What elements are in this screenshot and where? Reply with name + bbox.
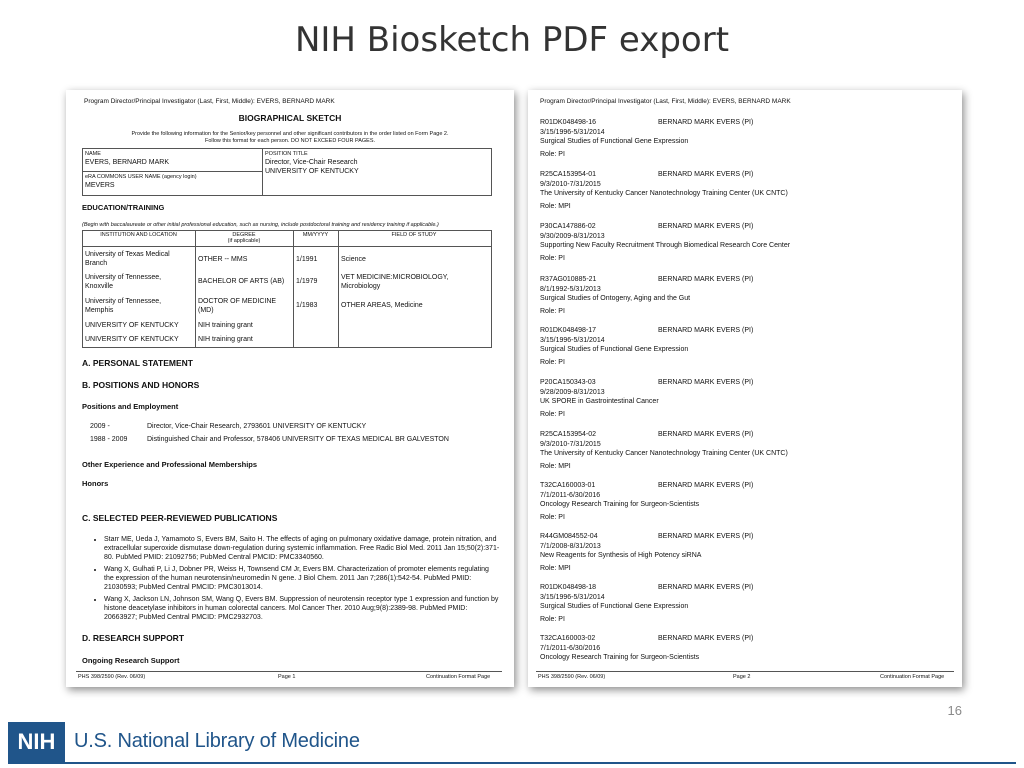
grant-dates: 7/1/2011-6/30/2016	[540, 644, 601, 652]
row2-institution: University of Tennessee,	[85, 274, 162, 281]
grant-title: UK SPORE in Gastrointestinal Cancer	[540, 398, 659, 405]
other-experience-heading: Other Experience and Professional Memberships	[82, 460, 258, 469]
grant-id: T32CA160003-02	[540, 635, 596, 642]
row2-institution-2: Knoxville	[85, 283, 114, 290]
th-date: MM/YYYY	[302, 232, 329, 238]
publication-item: • Wang X, Jackson LN, Johnson SM, Wang Q, Evers BM. Suppression of neurotensin receptor type 1 expression and function by histone deacetylase inhibitors in human colorectal cancers. Mol Cancer Ther. 2010 Aug;9(8):2389-98. PubMed PMID: 20663927; PubMed Central PMCID: PMC2932703.	[104, 595, 500, 622]
instructions-2: Follow this format for each person. DO NOT EXCEED FOUR PAGES.	[204, 138, 376, 144]
row4-degree: NIH training grant	[198, 322, 253, 329]
row1-date: 1/1991	[296, 256, 318, 263]
pi-header: Program Director/Principal Investigator (Last, First, Middle): EVERS, BERNARD MARK	[84, 98, 335, 105]
row5-degree: NIH training grant	[198, 336, 253, 343]
edu-note: (Begin with baccalaureate or other initial professional education, such as nursing, include postdoctoral training and residency training if applicable.)	[82, 222, 439, 228]
grant-role: Role: PI	[540, 307, 565, 315]
nih-logo: NIH	[8, 722, 65, 762]
grant-role: Role: PI	[540, 615, 565, 623]
grant-dates: 8/1/1992-5/31/2013	[540, 285, 601, 293]
grant-dates: 3/15/1996-5/31/2014	[540, 336, 605, 344]
grant-dates: 9/30/2009-8/31/2013	[540, 232, 605, 240]
position-value-2: UNIVERSITY OF KENTUCKY	[265, 168, 359, 175]
footer-form-id: PHS 398/2590 (Rev. 06/09)	[78, 674, 146, 680]
row4-institution: UNIVERSITY OF KENTUCKY	[85, 322, 179, 329]
grant-pi: BERNARD MARK EVERS (PI)	[658, 431, 754, 438]
row3-date: 1/1983	[296, 302, 318, 309]
ongoing-support-heading: Ongoing Research Support	[82, 656, 180, 665]
positions-employment-heading: Positions and Employment	[82, 402, 179, 411]
grant-dates: 9/3/2010-7/31/2015	[540, 180, 601, 188]
grant-entry	[540, 378, 754, 419]
row3-institution-2: Memphis	[85, 307, 114, 314]
position-year: 2009 -	[90, 423, 110, 430]
footer-format: Continuation Format Page	[880, 674, 945, 680]
footer-form-id: PHS 398/2590 (Rev. 06/09)	[538, 674, 606, 680]
position-label: POSITION TITLE	[265, 151, 308, 157]
row3-institution: University of Tennessee,	[85, 298, 162, 305]
grant-id: P30CA147886-02	[540, 223, 596, 230]
grant-pi: BERNARD MARK EVERS (PI)	[658, 171, 754, 178]
grant-id: R25CA153954-02	[540, 431, 597, 438]
grant-dates: 9/28/2009-8/31/2013	[540, 388, 605, 396]
position-desc-2: Distinguished Chair and Professor, 578406 UNIVERSITY OF TEXAS MEDICAL BR GALVESTON	[147, 436, 449, 443]
row1-degree: OTHER -- MMS	[198, 256, 248, 263]
nlm-logo-text: U.S. National Library of Medicine	[74, 730, 360, 752]
grant-id: R01DK048498-16	[540, 119, 597, 126]
edu-heading: EDUCATION/TRAINING	[82, 203, 165, 212]
row1-institution-2: Branch	[85, 260, 108, 267]
publication-item: • Starr ME, Ueda J, Yamamoto S, Evers BM, Saito H. The effects of aging on pulmonary oxidative damage, protein nitration, and extracellular superoxide dismutase down-regulation during systemic inflammation. Free Radic Biol Med. 2011 Jan 15;50(2):371-80. PubMed PMID: 21092756; PubMed Central PMCID: PMC3340560.	[104, 535, 500, 562]
th-field: FIELD OF STUDY	[391, 232, 437, 238]
grant-pi: BERNARD MARK EVERS (PI)	[658, 327, 754, 334]
grant-pi: BERNARD MARK EVERS (PI)	[658, 635, 754, 642]
grant-entry	[540, 170, 788, 211]
slide-number: 16	[947, 703, 962, 718]
grant-entry	[540, 532, 754, 573]
grant-id: P20CA150343-03	[540, 379, 596, 386]
sketch-title: BIOGRAPHICAL SKETCH	[238, 113, 342, 123]
honors-heading: Honors	[82, 479, 109, 488]
biosketch-page-1	[66, 90, 514, 687]
grant-pi: BERNARD MARK EVERS (PI)	[658, 276, 754, 283]
grant-dates: 9/3/2010-7/31/2015	[540, 440, 601, 448]
section-b-heading: B. POSITIONS AND HONORS	[82, 380, 200, 390]
slide-title: NIH Biosketch PDF export	[294, 20, 730, 60]
footer-format: Continuation Format Page	[426, 674, 491, 680]
instructions: Provide the following information for the Senior/key personnel and other significant contributors in the order listed on Form Page 2.	[131, 131, 449, 137]
publication-list	[90, 535, 500, 625]
row3-degree-2: (MD)	[198, 307, 214, 314]
grant-entry	[540, 583, 754, 624]
grant-title: The University of Kentucky Cancer Nanotechnology Training Center (UK CNTC)	[540, 450, 788, 457]
th-degree-sub: (if applicable)	[227, 238, 261, 244]
row2-degree: BACHELOR OF ARTS (AB)	[198, 278, 285, 285]
name-value: EVERS, BERNARD MARK	[85, 159, 170, 166]
grant-title: Supporting New Faculty Recruitment Through Biomedical Research Core Center	[540, 242, 791, 249]
grant-id: R37AG010885-21	[540, 276, 597, 283]
grant-role: Role: PI	[540, 513, 565, 521]
grant-title: Surgical Studies of Ontogeny, Aging and the Gut	[540, 295, 691, 302]
section-d-heading: D. RESEARCH SUPPORT	[82, 633, 185, 643]
era-value: MEVERS	[85, 182, 115, 189]
row3-field: OTHER AREAS, Medicine	[341, 302, 423, 309]
grant-pi: BERNARD MARK EVERS (PI)	[658, 223, 754, 230]
grant-role: Role: MPI	[540, 202, 571, 210]
position-year-2: 1988 - 2009	[90, 436, 128, 443]
grant-pi: BERNARD MARK EVERS (PI)	[658, 533, 754, 540]
grant-title: New Reagents for Synthesis of High Potency siRNA	[540, 552, 702, 559]
th-degree: DEGREE	[232, 232, 256, 238]
row2-field-2: Microbiology	[341, 283, 381, 290]
grant-role: Role: PI	[540, 410, 565, 418]
bottom-rule	[8, 762, 1016, 764]
grant-entry	[540, 118, 754, 159]
grant-pi: BERNARD MARK EVERS (PI)	[658, 119, 754, 126]
row3-degree: DOCTOR OF MEDICINE	[198, 298, 277, 305]
grant-dates: 3/15/1996-5/31/2014	[540, 593, 605, 601]
grant-role: Role: PI	[540, 358, 565, 366]
grant-pi: BERNARD MARK EVERS (PI)	[658, 482, 754, 489]
grant-title: The University of Kentucky Cancer Nanotechnology Training Center (UK CNTC)	[540, 190, 788, 197]
grant-role: Role: PI	[540, 150, 565, 158]
th-institution: INSTITUTION AND LOCATION	[100, 232, 177, 238]
section-c-heading: C. SELECTED PEER-REVIEWED PUBLICATIONS	[82, 513, 278, 523]
grant-entry	[540, 222, 790, 263]
grant-entry	[540, 634, 754, 663]
grant-title: Oncology Research Training for Surgeon-Scientists	[540, 501, 700, 508]
grant-id: R25CA153954-01	[540, 171, 597, 178]
grant-title: Surgical Studies of Functional Gene Expression	[540, 603, 689, 610]
position-value: Director, Vice-Chair Research	[265, 159, 358, 166]
grant-title: Oncology Research Training for Surgeon-Scientists	[540, 654, 700, 661]
footer-page-number: Page 2	[733, 674, 751, 680]
grant-pi: BERNARD MARK EVERS (PI)	[658, 379, 754, 386]
grant-id: R01DK048498-18	[540, 584, 597, 591]
grant-dates: 7/1/2008-8/31/2013	[540, 542, 601, 550]
footer-page-number: Page 1	[278, 674, 296, 680]
grant-entry	[540, 481, 754, 522]
row1-institution: University of Texas Medical	[85, 251, 170, 258]
grant-id: T32CA160003-01	[540, 482, 596, 489]
grant-dates: 3/15/1996-5/31/2014	[540, 128, 605, 136]
position-desc: Director, Vice-Chair Research, 2793601 UNIVERSITY OF KENTUCKY	[147, 423, 367, 430]
education-table	[82, 230, 492, 348]
grant-entry	[540, 326, 754, 367]
grant-pi: BERNARD MARK EVERS (PI)	[658, 584, 754, 591]
grant-title: Surgical Studies of Functional Gene Expression	[540, 138, 689, 145]
section-a-heading: A. PERSONAL STATEMENT	[82, 358, 193, 368]
grant-id: R01DK048498-17	[540, 327, 597, 334]
era-label: eRA COMMONS USER NAME (agency login)	[85, 174, 197, 180]
pi-header: Program Director/Principal Investigator (Last, First, Middle): EVERS, BERNARD MARK	[540, 98, 791, 105]
row2-date: 1/1979	[296, 278, 318, 285]
grant-entry	[540, 430, 788, 471]
grant-role: Role: PI	[540, 254, 565, 262]
grant-role: Role: MPI	[540, 462, 571, 470]
name-label: NAME	[85, 151, 101, 157]
publication-item: • Wang X, Gulhati P, Li J, Dobner PR, Weiss H, Townsend CM Jr, Evers BM. Characterization of promoter elements regulating the expression of the human neurotensin/neuromedin N gene. J Biol Chem. 2011 Jan 7;286(1):542-54. PubMed PMID: 21030593; PubMed Central PMCID: PMC3013014.	[104, 565, 500, 592]
grant-title: Surgical Studies of Functional Gene Expression	[540, 346, 689, 353]
biosketch-page-2	[528, 90, 962, 687]
row5-institution: UNIVERSITY OF KENTUCKY	[85, 336, 179, 343]
row1-field: Science	[341, 256, 366, 263]
grant-role: Role: MPI	[540, 564, 571, 572]
grant-id: R44GM084552-04	[540, 533, 598, 540]
row2-field: VET MEDICINE:MICROBIOLOGY,	[341, 274, 449, 281]
grant-dates: 7/1/2011-6/30/2016	[540, 491, 601, 499]
grant-entry	[540, 275, 754, 316]
